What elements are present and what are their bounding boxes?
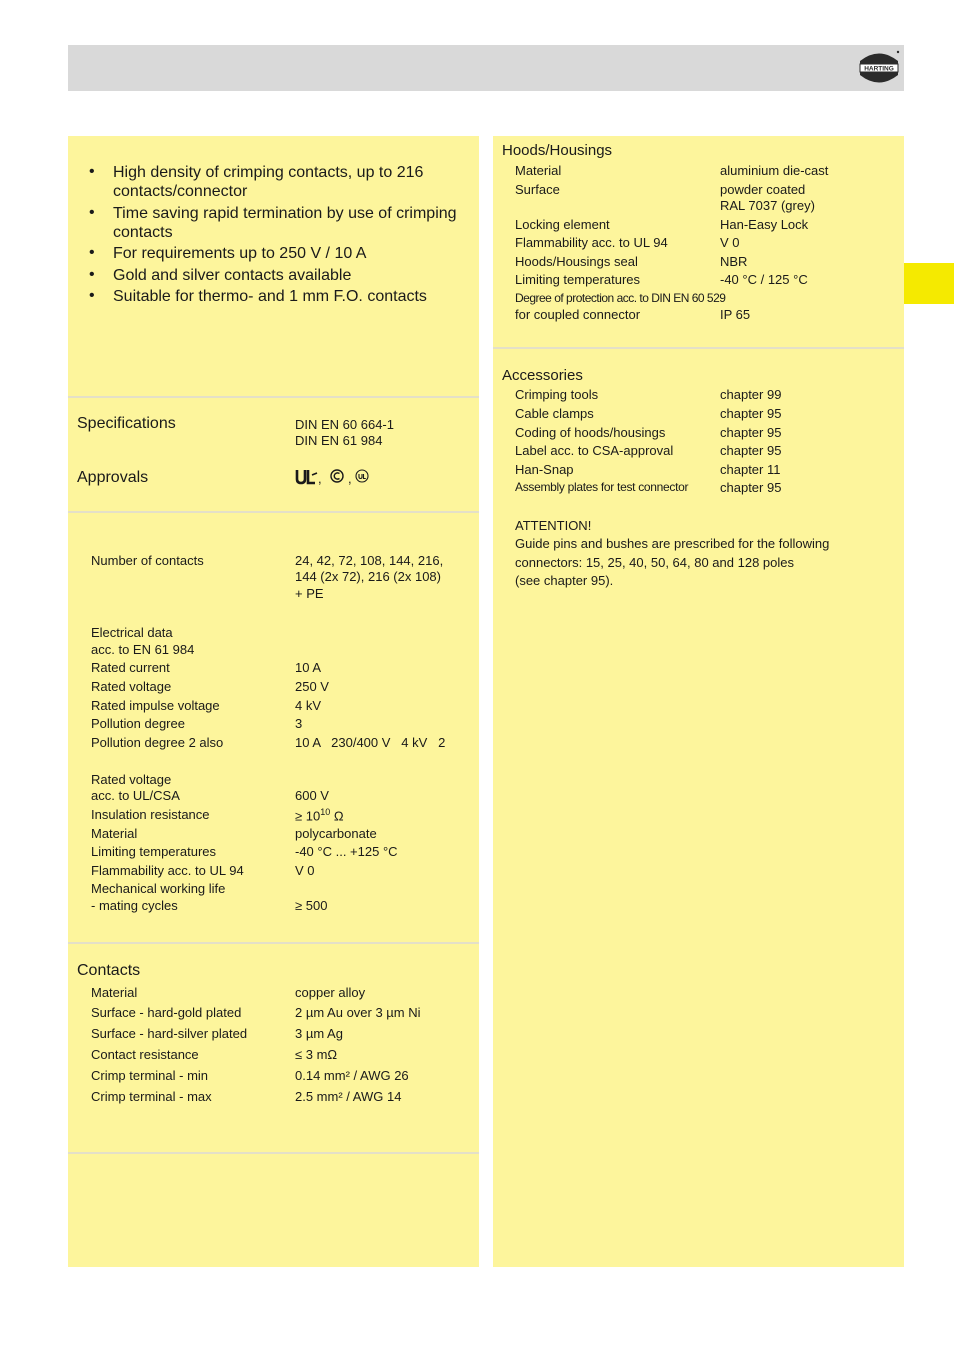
hoods-label: Material: [515, 163, 562, 178]
hoods-label: Hoods/Housings seal: [515, 254, 638, 269]
tech-label: Material: [91, 826, 138, 841]
feature-item: Time saving rapid termination by use of crimping contacts: [113, 205, 457, 241]
tech-label: Rated current: [91, 660, 170, 675]
tech-value: -40 °C ... +125 °C: [295, 844, 398, 859]
attention-note: connectors: 15, 25, 40, 50, 64, 80 and 128 poles: [515, 555, 794, 570]
accessory-value[interactable]: chapter 95: [720, 443, 782, 458]
tech-value: 144 (2x 72), 216 (2x 108): [295, 569, 441, 584]
tech-label: Flammability acc. to UL 94: [91, 863, 244, 878]
accessory-label: Label acc. to CSA-approval: [515, 443, 674, 458]
csa-icon: [330, 469, 344, 483]
accessory-value[interactable]: chapter 95: [720, 480, 782, 495]
contacts-value: 0.14 mm² / AWG 26: [295, 1068, 409, 1083]
accessory-value[interactable]: chapter 95: [720, 406, 782, 421]
contacts-value: copper alloy: [295, 985, 366, 1000]
accessory-value[interactable]: chapter 11: [720, 462, 781, 477]
hoods-value: V 0: [720, 235, 740, 250]
bullet-icon: •: [89, 244, 95, 261]
tech-label: Electrical data: [91, 625, 173, 640]
contacts-label: Surface - hard-silver plated: [91, 1026, 248, 1041]
accessories-heading: Accessories: [502, 367, 583, 384]
accessory-label: Cable clamps: [515, 406, 594, 421]
tech-label: Rated impulse voltage: [91, 698, 220, 713]
hoods-value: -40 °C / 125 °C: [720, 272, 808, 287]
feature-item: Gold and silver contacts available: [113, 267, 352, 284]
accessory-label: Crimping tools: [515, 387, 599, 402]
contacts-label: Contact resistance: [91, 1047, 199, 1062]
hoods-heading: Hoods/Housings: [502, 142, 613, 159]
tech-value: 4 kV: [295, 698, 322, 713]
chapter-tab[interactable]: [904, 263, 954, 304]
hoods-value: powder coated: [720, 182, 806, 197]
feature-item: Suitable for thermo- and 1 mm F.O. contacts: [113, 288, 427, 305]
tech-label: Mechanical working life: [91, 881, 226, 896]
tech-label: acc. to UL/CSA: [91, 788, 180, 803]
tech-value: 3: [295, 716, 303, 731]
tech-value: 250 V: [295, 679, 329, 694]
divider: [68, 396, 479, 398]
header-bar: [68, 45, 904, 91]
accessory-label: Assembly plates for test connector: [515, 480, 689, 494]
tech-value: ≥ 500: [295, 898, 328, 913]
hoods-label: Degree of protection acc. to DIN EN 60 529: [515, 291, 726, 305]
insulation-value: ≥ $10^{10}$ Ω: [295, 807, 344, 824]
tech-value: V 0: [295, 863, 315, 878]
attention-note: (see chapter 95).: [515, 573, 614, 588]
contacts-label: Crimp terminal - max: [91, 1089, 212, 1104]
bullet-icon: •: [89, 266, 95, 283]
tech-label: Rated voltage: [91, 772, 172, 787]
contacts-value: 2 µm Au over 3 µm Ni: [295, 1005, 421, 1020]
hoods-label: Locking element: [515, 217, 610, 232]
accessory-label: Han-Snap: [515, 462, 574, 477]
spec-value: DIN EN 60 664-1: [295, 417, 394, 432]
hoods-value: NBR: [720, 254, 748, 269]
contacts-heading: Contacts: [77, 962, 141, 979]
contacts-label: Surface - hard-gold plated: [91, 1005, 242, 1020]
tech-value: 10 A 230/400 V 4 kV 2: [295, 735, 446, 750]
tech-label: Limiting temperatures: [91, 844, 216, 859]
tech-label: Insulation resistance: [91, 807, 210, 822]
tech-value: 24, 42, 72, 108, 144, 216,: [295, 553, 444, 568]
spec-value: DIN EN 61 984: [295, 433, 383, 448]
feature-item: High density of crimping contacts, up to 216 contacts/connector: [113, 164, 424, 200]
tech-label: acc. to EN 61 984: [91, 642, 195, 657]
approval-separator: ,: [318, 471, 322, 486]
divider: [493, 347, 904, 349]
accessory-value[interactable]: chapter 99: [720, 387, 782, 402]
approvals-heading: Approvals: [77, 469, 149, 486]
cul-icon: [355, 469, 369, 483]
tech-value: polycarbonate: [295, 826, 377, 841]
feature-item: For requirements up to 250 V / 10 A: [113, 245, 367, 262]
hoods-label: Surface: [515, 182, 560, 197]
accessory-value[interactable]: chapter 95: [720, 425, 782, 440]
right-panel: [493, 136, 904, 1267]
divider: [68, 942, 479, 944]
bullet-icon: •: [89, 163, 95, 180]
tech-label: Number of contacts: [91, 553, 204, 568]
approval-separator: ,: [348, 471, 352, 486]
bullet-icon: •: [89, 204, 95, 221]
contacts-value: 3 µm Ag: [295, 1026, 343, 1041]
ul-recognized-icon: [295, 468, 319, 486]
hoods-label: for coupled connector: [515, 307, 641, 322]
contacts-label: Crimp terminal - min: [91, 1068, 209, 1083]
contacts-label: Material: [91, 985, 138, 1000]
divider: [68, 1152, 479, 1154]
attention-note: Guide pins and bushes are prescribed for the following: [515, 536, 830, 551]
hoods-label: Flammability acc. to UL 94: [515, 235, 668, 250]
hoods-value: RAL 7037 (grey): [720, 198, 815, 213]
hoods-value: IP 65: [720, 307, 751, 322]
harting-logo: [857, 48, 901, 88]
tech-value: 10 A: [295, 660, 322, 675]
tech-label: Rated voltage: [91, 679, 172, 694]
tech-label: - mating cycles: [91, 898, 178, 913]
specifications-heading: Specifications: [77, 415, 176, 432]
contacts-value: 2.5 mm² / AWG 14: [295, 1089, 402, 1104]
hoods-value: Han-Easy Lock: [720, 217, 809, 232]
contacts-value: ≤ 3 mΩ: [295, 1047, 338, 1062]
brand-text: HARTING: [864, 65, 894, 73]
divider: [68, 511, 479, 513]
tech-label: Pollution degree: [91, 716, 185, 731]
tech-value: + PE: [295, 586, 324, 601]
hoods-value: aluminium die-cast: [720, 163, 829, 178]
hoods-label: Limiting temperatures: [515, 272, 640, 287]
attention-heading: ATTENTION!: [515, 518, 592, 533]
accessory-label: Coding of hoods/housings: [515, 425, 666, 440]
bullet-icon: •: [89, 287, 95, 304]
tech-value: 600 V: [295, 788, 329, 803]
tech-label: Pollution degree 2 also: [91, 735, 224, 750]
